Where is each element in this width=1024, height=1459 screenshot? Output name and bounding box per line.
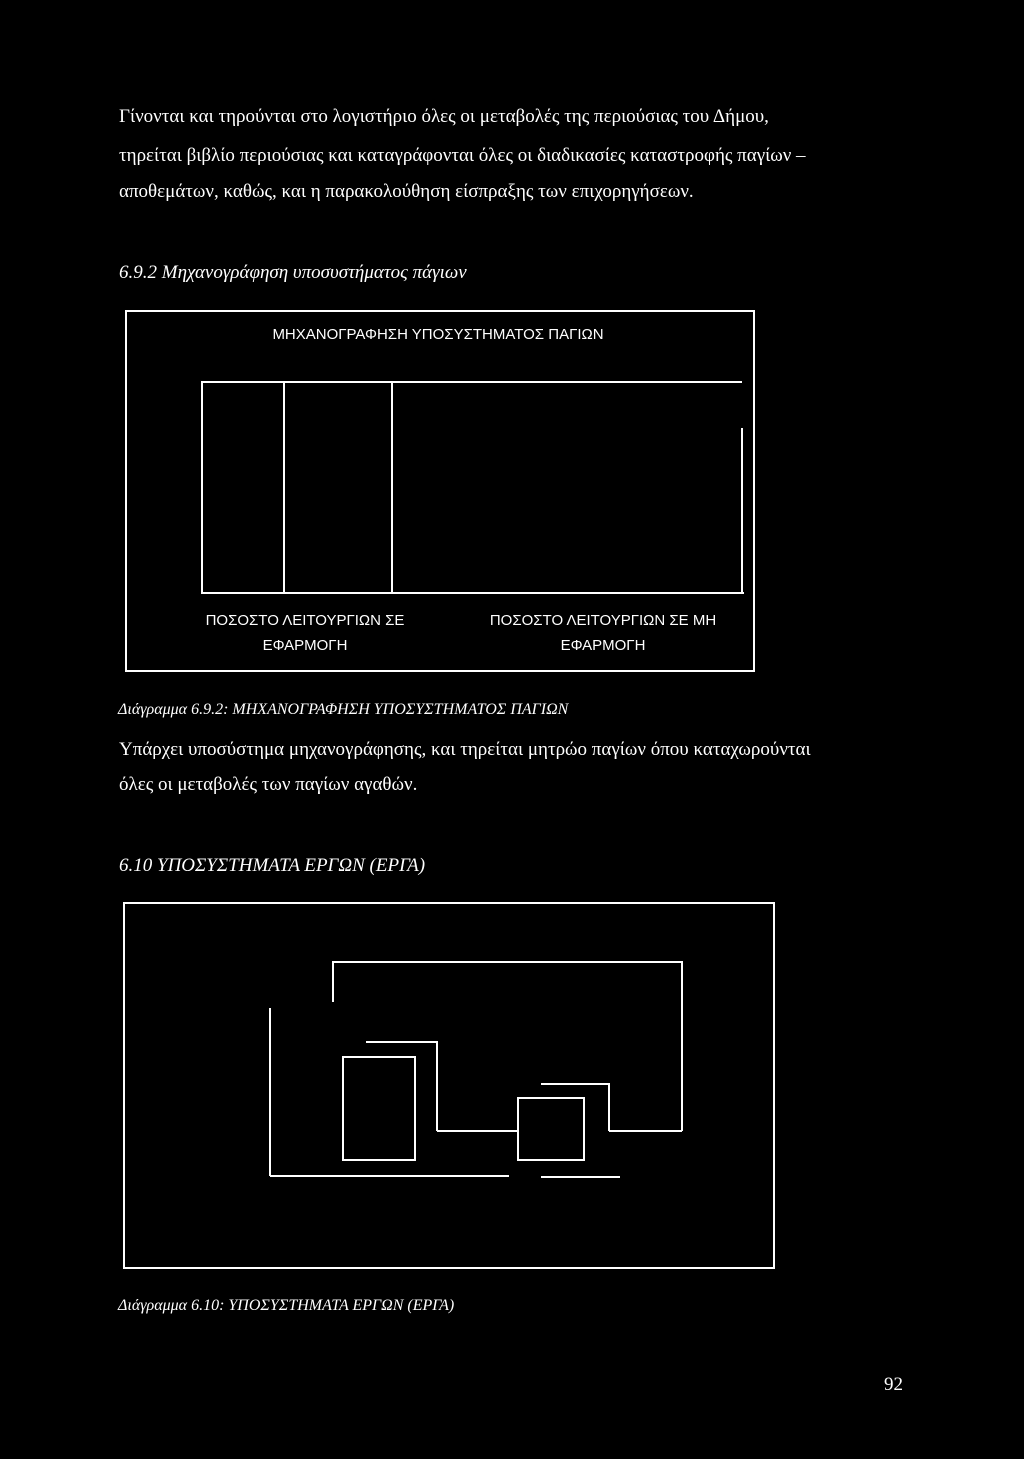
diagram-692-bar-applied-inner <box>284 382 392 593</box>
diagram-692-frame <box>126 311 754 671</box>
diagram-692-title: ΜΗΧΑΝΟΓΡΑΦΗΣΗ ΥΠΟΣΥΣΤΗΜΑΤΟΣ ΠΑΓΙΩΝ <box>272 326 604 343</box>
section-heading-610: 6.10 ΥΠΟΣΥΣΤΗΜΑΤΑ ΕΡΓΩΝ (ΕΡΓΑ) <box>119 855 426 876</box>
diagram-610-frame <box>124 903 774 1268</box>
intro-line-3: αποθεμάτων, καθώς, και η παρακολούθηση είσπραξης των επιχορηγήσεων. <box>119 181 694 202</box>
diagram-692-label-applied-2: ΕΦΑΡΜΟΓΗ <box>262 637 348 654</box>
section-692-line-1: Υπάρχει υποσύστημα μηχανογράφησης, και τηρείται μητρώο παγίων όπου καταχωρούνται <box>119 739 811 760</box>
diagram-692-label-nonapplied-1: ΠΟΣΟΣΤΟ ΛΕΙΤΟΥΡΓΙΩΝ ΣΕ ΜΗ <box>489 612 717 629</box>
diagram-610-block-left <box>343 1057 415 1160</box>
caption-diagram-692: Διάγραμμα 6.9.2: ΜΗΧΑΝΟΓΡΑΦΗΣΗ ΥΠΟΣΥΣΤΗΜΑΤΟΣ ΠΑΓΙΩΝ <box>118 701 569 718</box>
intro-line-2: τηρείται βιβλίο περιούσιας και καταγράφονται όλες οι διαδικασίες καταστροφής παγίων – <box>119 145 806 166</box>
section-heading-692: 6.9.2 Μηχανογράφηση υποσυστήματος πάγιων <box>119 262 467 283</box>
diagram-610-outer-box <box>333 962 682 1131</box>
page-number: 92 <box>884 1374 903 1395</box>
diagram-610-block-right <box>518 1098 584 1160</box>
diagram-610-block-left-back <box>366 1042 437 1131</box>
diagram-692-label-nonapplied-2: ΕΦΑΡΜΟΓΗ <box>560 637 646 654</box>
diagram-610-block-right-back <box>541 1084 609 1131</box>
caption-diagram-610: Διάγραμμα 6.10: ΥΠΟΣΥΣΤΗΜΑΤΑ ΕΡΓΩΝ (ΕΡΓΑ) <box>118 1297 455 1314</box>
section-692-line-2: όλες οι μεταβολές των παγίων αγαθών. <box>119 774 418 795</box>
diagram-692-bar-applied-outer <box>202 382 284 593</box>
diagram-692-label-applied-1: ΠΟΣΟΣΤΟ ΛΕΙΤΟΥΡΓΙΩΝ ΣΕ <box>205 612 405 629</box>
intro-line-1: Γίνονται και τηρούνται στο λογιστήριο όλες οι μεταβολές της περιούσιας του Δήμου, <box>119 106 769 127</box>
